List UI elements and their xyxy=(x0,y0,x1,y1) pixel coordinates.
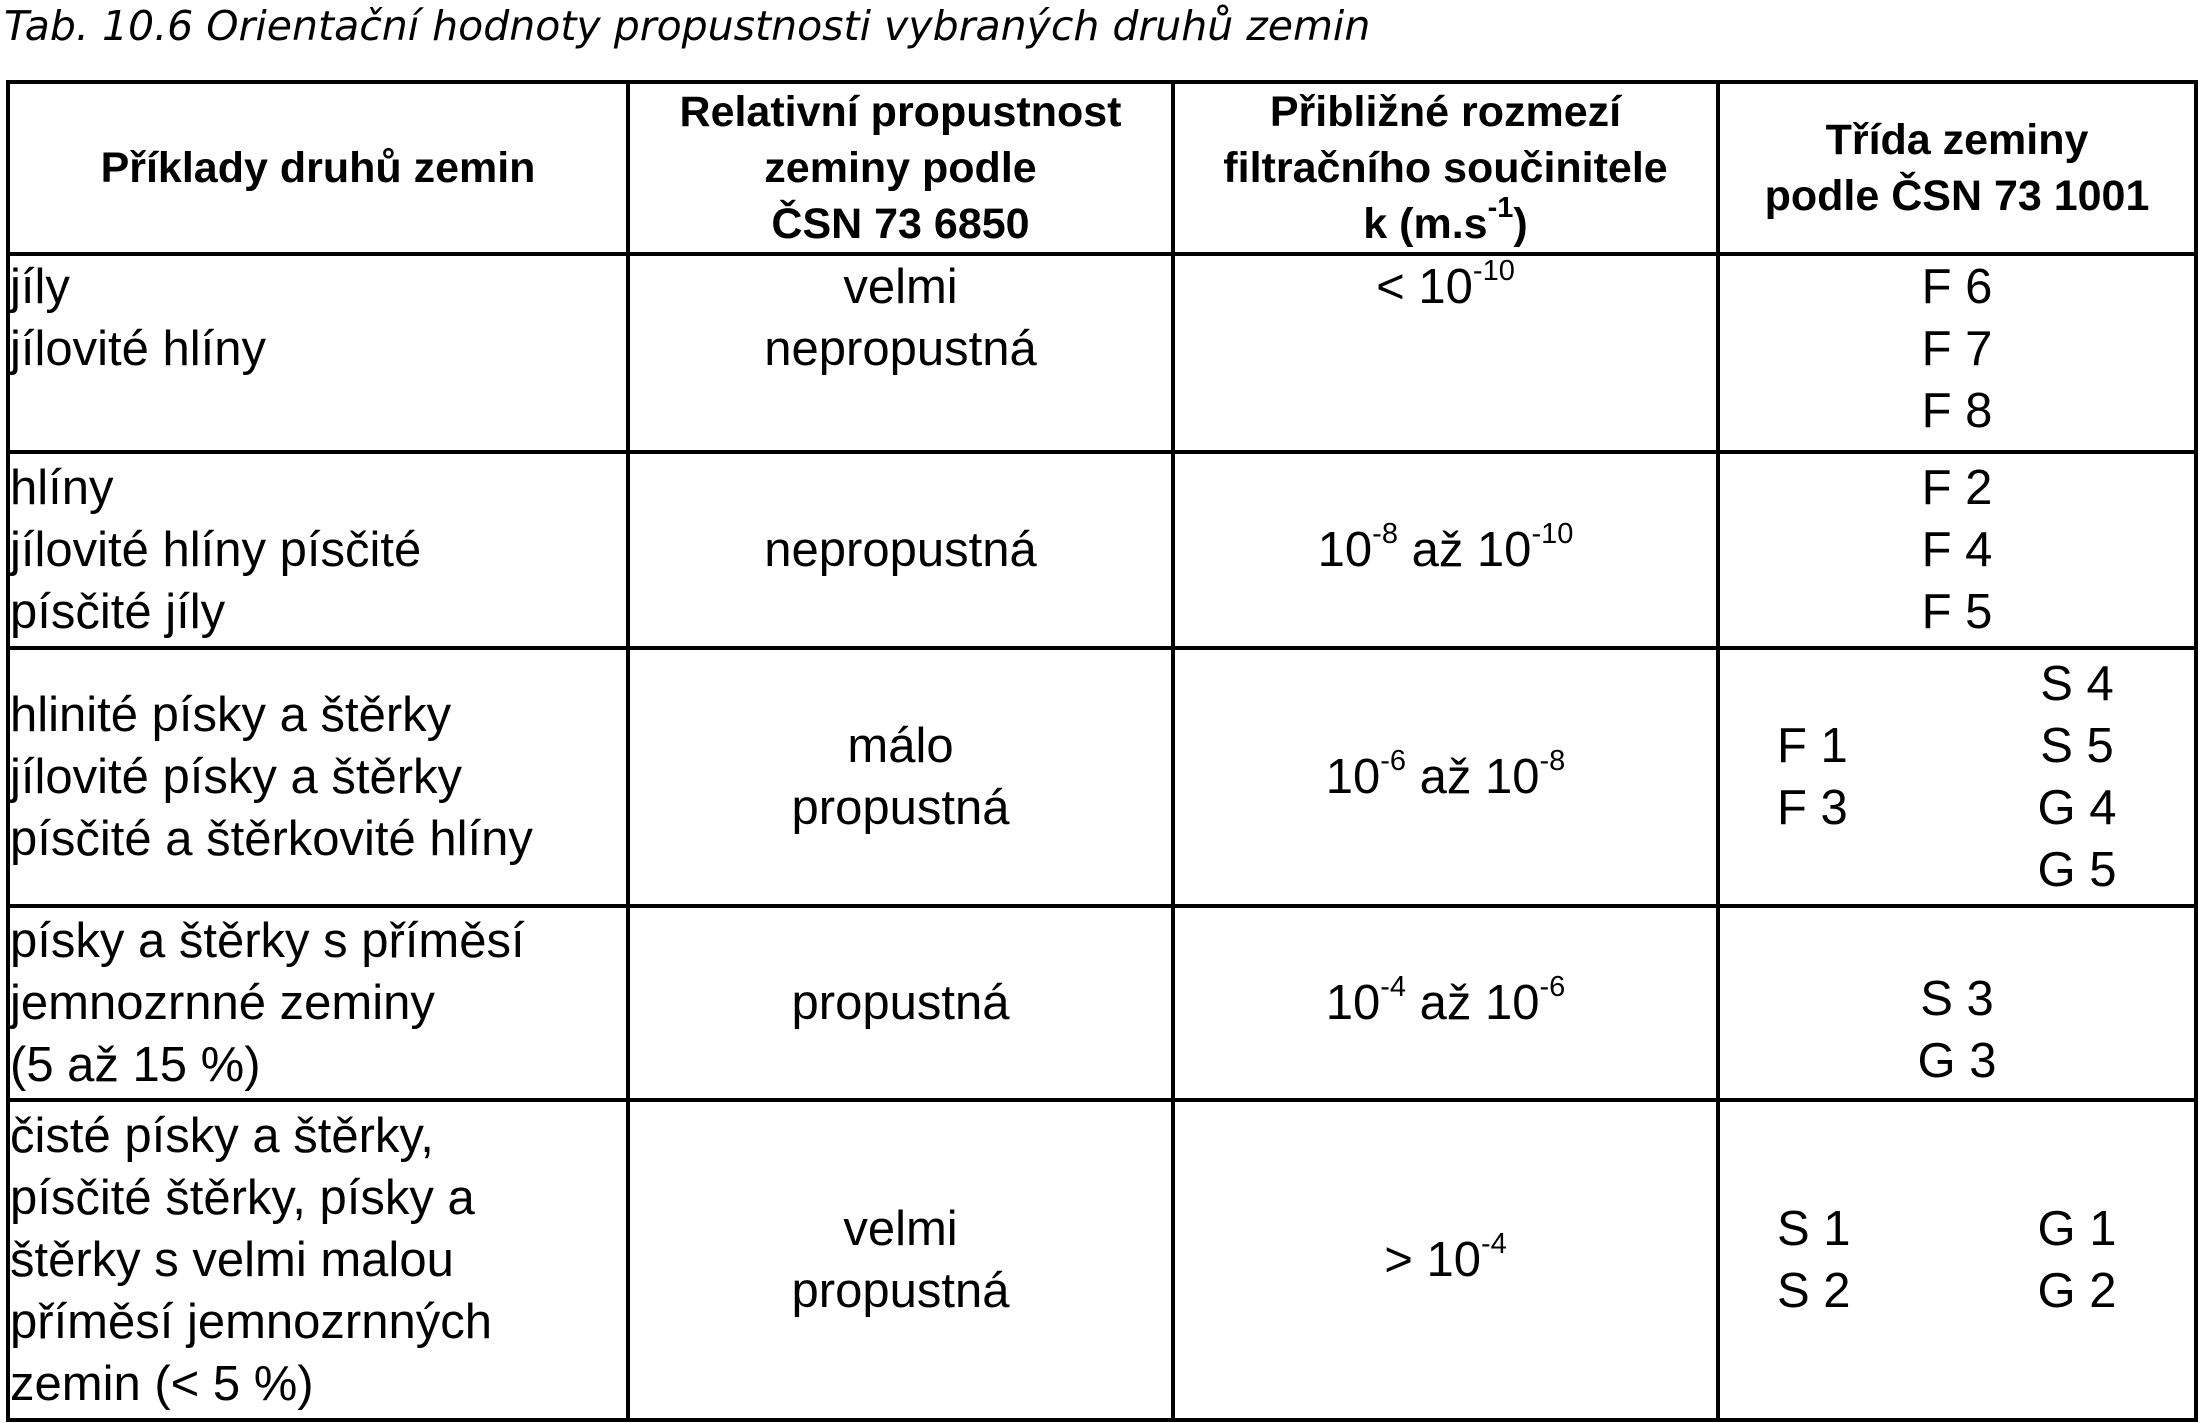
table-caption: Tab. 10.6 Orientační hodnoty propustnosti vybraných druhů zemin xyxy=(4,2,1371,50)
class-cell xyxy=(1718,1100,2196,1420)
permeability-cell: velmi nepropustná xyxy=(628,254,1173,452)
class-cell: F 6 F 7 F 8 xyxy=(1718,254,2196,452)
coefficient-cell: > $10^{-4}$ xyxy=(1173,1100,1718,1420)
soil-cell: čisté písky a štěrky, písčité štěrky, písky a štěrky s velmi malou příměsí jemnozrnných zemin (< 5 %) xyxy=(8,1100,628,1420)
permeability-cell: propustná xyxy=(628,906,1173,1100)
class-cell: S 3 G 3 xyxy=(1718,906,2196,1100)
permeability-table xyxy=(6,80,2198,1422)
class-pair: F 1 F 3 S 4 S 5 G 4 G 5 xyxy=(1777,657,2117,897)
header-relative-permeability: Relativní propustnost zeminy podle ČSN 73 6850 xyxy=(628,82,1173,254)
permeability-cell: velmi propustná xyxy=(628,1100,1173,1420)
header-soil-examples: Příklady druhů zemin xyxy=(8,82,628,254)
header-soil-class: Třída zeminy podle ČSN 73 1001 xyxy=(1718,82,2196,254)
permeability-cell: nepropustná xyxy=(628,452,1173,648)
soil-cell: hlíny jílovité hlíny písčité písčité jíly xyxy=(8,452,628,648)
table-row xyxy=(8,1100,2196,1420)
table-row xyxy=(8,648,2196,906)
header-row xyxy=(8,82,2196,254)
table-row xyxy=(8,452,2196,648)
coefficient-cell: < $10^{-10}$ xyxy=(1173,254,1718,452)
class-cell xyxy=(1718,648,2196,906)
coefficient-cell: $10^{-8}$ až $10^{-10}$ xyxy=(1173,452,1718,648)
table-row xyxy=(8,906,2196,1100)
header-filtration-coefficient: Přibližné rozmezí filtračního součinitele k $(m.s^{-1})$ xyxy=(1173,82,1718,254)
soil-cell: písky a štěrky s příměsí jemnozrnné zeminy (5 až 15 %) xyxy=(8,906,628,1100)
coefficient-cell: $10^{-6}$ až $10^{-8}$ xyxy=(1173,648,1718,906)
class-cell: F 2 F 4 F 5 xyxy=(1718,452,2196,648)
table-row xyxy=(8,254,2196,452)
coefficient-cell: $10^{-4}$ až $10^{-6}$ xyxy=(1173,906,1718,1100)
class-pair: S 1 S 2 G 1 G 2 xyxy=(1777,1202,2117,1318)
soil-cell: jíly jílovité hlíny xyxy=(8,254,628,452)
permeability-cell: málo propustná xyxy=(628,648,1173,906)
soil-cell: hlinité písky a štěrky jílovité písky a štěrky písčité a štěrkovité hlíny xyxy=(8,648,628,906)
